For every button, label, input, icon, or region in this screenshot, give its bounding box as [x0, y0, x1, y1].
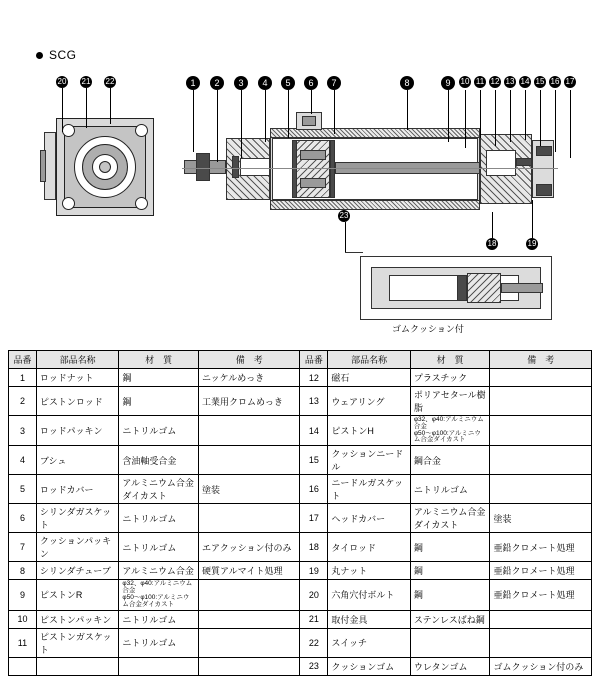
cell-name: ニードルガスケット: [328, 475, 410, 504]
cell-name: ピストンガスケット: [36, 628, 118, 657]
callout-10: 10: [460, 77, 470, 86]
table-row: [9, 387, 592, 416]
cell-name: 取付金具: [328, 610, 410, 628]
cell-name: ピストンパッキン: [36, 610, 118, 628]
detail-rod: [501, 283, 543, 293]
cell-material: ニトリルゴム: [119, 610, 199, 628]
port-hole: [302, 116, 316, 126]
cell-no: 13: [300, 387, 328, 416]
leader-17: [570, 90, 571, 158]
cell-remark: [490, 446, 592, 475]
cell-remark: [490, 387, 592, 416]
cell-material: 鋼: [410, 533, 490, 562]
th-no-left: 品番: [9, 351, 37, 369]
cell-remark: 塗装: [490, 504, 592, 533]
cell-material: ポリアセタール樹脂: [410, 387, 490, 416]
table-row: [9, 504, 592, 533]
cell-no: 15: [300, 446, 328, 475]
cell-material: [410, 628, 490, 657]
cell-material: プラスチック: [410, 369, 490, 387]
cell-remark: エアクッション付のみ: [199, 533, 300, 562]
title-label: SCG: [49, 48, 77, 62]
cell-material: ニトリルゴム: [119, 533, 199, 562]
leader-5: [288, 90, 289, 138]
cell-name: 六角穴付ボルト: [328, 580, 410, 610]
leader-11: [480, 90, 481, 138]
cell-material: アルミニウム合金ダイカスト: [410, 504, 490, 533]
wear-ring: [300, 178, 326, 188]
cell-name: クッションニードル: [328, 446, 410, 475]
cell-material: 含油軸受合金: [119, 446, 199, 475]
cell-name: ピストンR: [36, 580, 118, 610]
cell-no: 5: [9, 475, 37, 504]
cell-no: [9, 657, 37, 675]
callout-13: 13: [505, 77, 515, 86]
magnet: [300, 150, 326, 160]
cell-no: 11: [9, 628, 37, 657]
cell-no: 23: [300, 657, 328, 675]
table-row: [9, 369, 592, 387]
leader-21: [86, 88, 87, 128]
cell-remark: [490, 369, 592, 387]
cell-material: ニトリルゴム: [119, 416, 199, 446]
table-row: [9, 657, 592, 675]
callout-2: 2: [210, 76, 224, 90]
th-no-right: 品番: [300, 351, 328, 369]
cell-name: [36, 657, 118, 675]
cell-material: 鋼: [119, 387, 199, 416]
callout-1: 1: [186, 76, 200, 90]
cell-name: シリンダチューブ: [36, 562, 118, 580]
cell-remark: [490, 610, 592, 628]
end-view-bolt-hole: [62, 197, 75, 210]
cell-no: 17: [300, 504, 328, 533]
cell-no: 20: [300, 580, 328, 610]
leader-19: [532, 200, 533, 238]
round-nut: [536, 184, 552, 196]
cell-name: 丸ナット: [328, 562, 410, 580]
centerline: [182, 168, 558, 169]
table-row: [9, 562, 592, 580]
cell-no: 18: [300, 533, 328, 562]
cell-no: 14: [300, 416, 328, 446]
piston-h: [296, 140, 330, 198]
rod-cover-bore: [240, 158, 270, 176]
cell-remark: 塗装: [199, 475, 300, 504]
cell-remark: 硬質アルマイト処理: [199, 562, 300, 580]
detail-caption: ゴムクッション付: [392, 324, 464, 334]
callout-15: 15: [535, 77, 545, 86]
callout-22: 22: [105, 77, 115, 86]
callout-21: 21: [81, 77, 91, 86]
cell-material: ニトリルゴム: [119, 504, 199, 533]
cell-name: スイッチ: [328, 628, 410, 657]
callout-6: 6: [304, 76, 318, 90]
table-row: [9, 446, 592, 475]
leader-1: [193, 90, 194, 152]
cell-no: 6: [9, 504, 37, 533]
cell-material: [119, 657, 199, 675]
cell-remark: [199, 610, 300, 628]
piston-packing: [292, 140, 297, 198]
callout-3: 3: [234, 76, 248, 90]
cell-no: 16: [300, 475, 328, 504]
table-row: [9, 628, 592, 657]
cell-material: ニトリルゴム: [410, 475, 490, 504]
cell-remark: ゴムクッション付のみ: [490, 657, 592, 675]
cell-no: 22: [300, 628, 328, 657]
leader-18: [492, 212, 493, 238]
leader-8: [407, 90, 408, 130]
table-row: [9, 475, 592, 504]
cell-no: 7: [9, 533, 37, 562]
cell-remark: 亜鉛クロメート処理: [490, 533, 592, 562]
cell-no: 8: [9, 562, 37, 580]
cell-remark: 工業用クロムめっき: [199, 387, 300, 416]
cell-material: 鋼: [119, 369, 199, 387]
cell-remark: [199, 504, 300, 533]
callout-23: 23: [339, 211, 349, 220]
leader-10: [465, 90, 466, 148]
cell-name: タイロッド: [328, 533, 410, 562]
cell-name: ピストンロッド: [36, 387, 118, 416]
rod-nut: [196, 153, 210, 181]
table-row: [9, 416, 592, 446]
cell-material: 鋼合金: [410, 446, 490, 475]
cell-name: ヘッドカバー: [328, 504, 410, 533]
leader-14: [525, 90, 526, 140]
th-name-right: 部品名称: [328, 351, 410, 369]
cell-material: ウレタンゴム: [410, 657, 490, 675]
cell-no: 4: [9, 446, 37, 475]
callout-9: 9: [441, 76, 455, 90]
callout-18: 18: [487, 239, 497, 248]
callout-11: 11: [475, 77, 485, 86]
cell-material: 鋼: [410, 580, 490, 610]
cell-remark: [199, 446, 300, 475]
table-row: [9, 580, 592, 610]
cell-material: φ32、φ40:アルミニウム合金 φ50〜φ100:アルミニウム合金ダイカスト: [410, 416, 490, 446]
end-view-bolt-hole: [62, 124, 75, 137]
leader-3: [241, 90, 242, 158]
callout-20: 20: [57, 77, 67, 86]
head-cover-cavity: [486, 150, 516, 176]
table-row: [9, 533, 592, 562]
cell-name: ロッドナット: [36, 369, 118, 387]
cell-no: 10: [9, 610, 37, 628]
cell-remark: [199, 628, 300, 657]
cell-material: アルミニウム合金ダイカスト: [119, 475, 199, 504]
cell-material: 鋼: [410, 562, 490, 580]
callout-8: 8: [400, 76, 414, 90]
callout-5: 5: [281, 76, 295, 90]
callout-4: 4: [258, 76, 272, 90]
leader-13: [510, 90, 511, 142]
cell-name: ウェアリング: [328, 387, 410, 416]
cell-no: 12: [300, 369, 328, 387]
leader-15: [540, 90, 541, 146]
th-mat-right: 材 質: [410, 351, 490, 369]
cell-no: 19: [300, 562, 328, 580]
leader-9: [448, 90, 449, 142]
leader-16: [555, 90, 556, 152]
cell-no: 21: [300, 610, 328, 628]
leader-line: [345, 252, 363, 253]
end-view-bolt-hole: [135, 124, 148, 137]
cell-remark: 亜鉛クロメート処理: [490, 580, 592, 610]
cell-name: ピストンH: [328, 416, 410, 446]
leader-12: [495, 90, 496, 146]
cell-name: クッションゴム: [328, 657, 410, 675]
parts-table: [8, 350, 592, 676]
cell-material: アルミニウム合金: [119, 562, 199, 580]
leader-line: [345, 222, 346, 252]
table-header-row: [9, 351, 592, 369]
cell-remark: [199, 657, 300, 675]
end-view-bolt-hole: [135, 197, 148, 210]
detail-cushion-rubber: [457, 275, 467, 301]
cell-remark: [490, 628, 592, 657]
detail-piston: [467, 273, 501, 303]
cell-remark: [490, 416, 592, 446]
leader-4: [265, 90, 266, 142]
callout-19: 19: [527, 239, 537, 248]
th-rem-left: 備 考: [199, 351, 300, 369]
th-rem-right: 備 考: [490, 351, 592, 369]
cell-name: 磁石: [328, 369, 410, 387]
rod-packing: [232, 156, 239, 178]
callout-7: 7: [327, 76, 341, 90]
cell-material: ステンレスばね鋼: [410, 610, 490, 628]
cell-name: ロッドパッキン: [36, 416, 118, 446]
cell-material: φ32、φ40:アルミニウム合金 φ50〜φ100:アルミニウム合金ダイカスト: [119, 580, 199, 610]
cell-remark: ニッケルめっき: [199, 369, 300, 387]
cell-name: シリンダガスケット: [36, 504, 118, 533]
leader-20: [62, 88, 63, 132]
cell-remark: [199, 416, 300, 446]
cell-name: ロッドカバー: [36, 475, 118, 504]
detail-view-frame: [360, 256, 552, 320]
needle-gasket: [536, 146, 552, 156]
table-row: [9, 610, 592, 628]
th-mat-left: 材 質: [119, 351, 199, 369]
cell-remark: 亜鉛クロメート処理: [490, 562, 592, 580]
callout-17: 17: [565, 77, 575, 86]
cell-name: ブシュ: [36, 446, 118, 475]
callout-12: 12: [490, 77, 500, 86]
cell-name: クッションパッキン: [36, 533, 118, 562]
cell-remark: [490, 475, 592, 504]
cell-material: ニトリルゴム: [119, 628, 199, 657]
end-view-switch: [40, 150, 46, 182]
leader-22: [110, 88, 111, 124]
leader-6: [311, 90, 312, 114]
cell-no: 3: [9, 416, 37, 446]
tie-rod-lower: [270, 200, 480, 210]
cushion-needle: [516, 158, 532, 166]
cell-remark: [199, 580, 300, 610]
leader-7: [334, 90, 335, 134]
end-view-rod-hole: [99, 161, 111, 173]
callout-16: 16: [550, 77, 560, 86]
cell-no: 9: [9, 580, 37, 610]
leader-2: [217, 90, 218, 162]
cell-no: 2: [9, 387, 37, 416]
th-name-left: 部品名称: [36, 351, 118, 369]
cell-no: 1: [9, 369, 37, 387]
callout-14: 14: [520, 77, 530, 86]
